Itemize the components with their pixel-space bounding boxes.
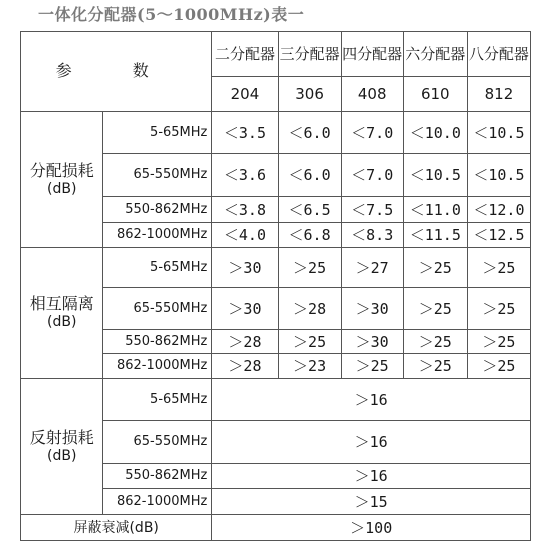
merged-value-cell: ＞16 (212, 379, 531, 421)
value-cell: ＞23 (278, 354, 341, 379)
value-cell: ＜4.0 (212, 223, 278, 248)
frequency-cell: 65-550MHz (103, 154, 212, 197)
value-cell: ＜3.6 (212, 154, 278, 197)
frequency-cell: 5-65MHz (103, 248, 212, 288)
column-header-name: 三分配器 (278, 32, 341, 77)
value-cell: ＜6.0 (278, 112, 341, 154)
value-cell: ＞25 (467, 354, 530, 379)
frequency-cell: 862-1000MHz (103, 489, 212, 515)
table-row (21, 112, 531, 154)
value-cell: ＞25 (403, 248, 467, 288)
value-cell: ＞25 (403, 288, 467, 330)
column-header-model: 610 (403, 77, 467, 112)
value-cell: ＜6.5 (278, 197, 341, 223)
column-header-model: 306 (278, 77, 341, 112)
value-cell: ＜10.5 (467, 154, 530, 197)
table-row (21, 379, 531, 421)
value-cell: ＜12.5 (467, 223, 530, 248)
value-cell: ＞28 (212, 330, 278, 354)
group-label-return-loss: 反射损耗 (dB) (21, 379, 103, 515)
value-cell: ＜8.3 (341, 223, 403, 248)
value-cell: ＜7.0 (341, 112, 403, 154)
value-cell: ＜3.8 (212, 197, 278, 223)
value-cell: ＜3.5 (212, 112, 278, 154)
frequency-cell: 65-550MHz (103, 288, 212, 330)
value-cell: ＞28 (212, 354, 278, 379)
table-row (21, 515, 531, 541)
value-cell: ＜6.8 (278, 223, 341, 248)
value-cell: ＜7.5 (341, 197, 403, 223)
frequency-cell: 862-1000MHz (103, 354, 212, 379)
merged-value-cell: ＞16 (212, 464, 531, 489)
frequency-cell: 550-862MHz (103, 197, 212, 223)
frequency-cell: 5-65MHz (103, 379, 212, 421)
value-cell: ＞25 (278, 330, 341, 354)
column-header-model: 408 (341, 77, 403, 112)
frequency-cell: 862-1000MHz (103, 223, 212, 248)
value-cell: ＞27 (341, 248, 403, 288)
value-cell: ＜11.5 (403, 223, 467, 248)
column-header-name: 四分配器 (341, 32, 403, 77)
value-cell: ＞30 (341, 288, 403, 330)
value-cell: ＞30 (341, 330, 403, 354)
value-cell: ＞25 (467, 248, 530, 288)
merged-value-cell: ＞16 (212, 421, 531, 464)
column-header-model: 812 (467, 77, 530, 112)
group-label-isolation: 相互隔离 (dB) (21, 248, 103, 379)
column-header-model: 204 (212, 77, 278, 112)
value-cell: ＞25 (403, 354, 467, 379)
shielding-value: ＞100 (212, 515, 531, 541)
frequency-cell: 550-862MHz (103, 330, 212, 354)
param-header: 参 数 (21, 32, 212, 112)
value-cell: ＞25 (403, 330, 467, 354)
value-cell: ＞30 (212, 288, 278, 330)
splitter-spec-table (20, 31, 531, 541)
value-cell: ＞25 (467, 330, 530, 354)
group-label-distribution-loss: 分配损耗 (dB) (21, 112, 103, 248)
table-row (21, 248, 531, 288)
value-cell: ＜7.0 (341, 154, 403, 197)
value-cell: ＜10.0 (403, 112, 467, 154)
value-cell: ＜12.0 (467, 197, 530, 223)
value-cell: ＞30 (212, 248, 278, 288)
merged-value-cell: ＞15 (212, 489, 531, 515)
frequency-cell: 550-862MHz (103, 464, 212, 489)
value-cell: ＞25 (467, 288, 530, 330)
value-cell: ＞25 (278, 248, 341, 288)
value-cell: ＞28 (278, 288, 341, 330)
value-cell: ＜10.5 (467, 112, 530, 154)
value-cell: ＜6.0 (278, 154, 341, 197)
frequency-cell: 5-65MHz (103, 112, 212, 154)
column-header-name: 六分配器 (403, 32, 467, 77)
value-cell: ＞25 (341, 354, 403, 379)
value-cell: ＜10.5 (403, 154, 467, 197)
frequency-cell: 65-550MHz (103, 421, 212, 464)
shielding-label: 屏蔽衰减(dB) (21, 515, 212, 541)
column-header-name: 八分配器 (467, 32, 530, 77)
table-title: 一体化分配器(5～1000MHz)表一 (38, 5, 305, 24)
value-cell: ＜11.0 (403, 197, 467, 223)
column-header-name: 二分配器 (212, 32, 278, 77)
